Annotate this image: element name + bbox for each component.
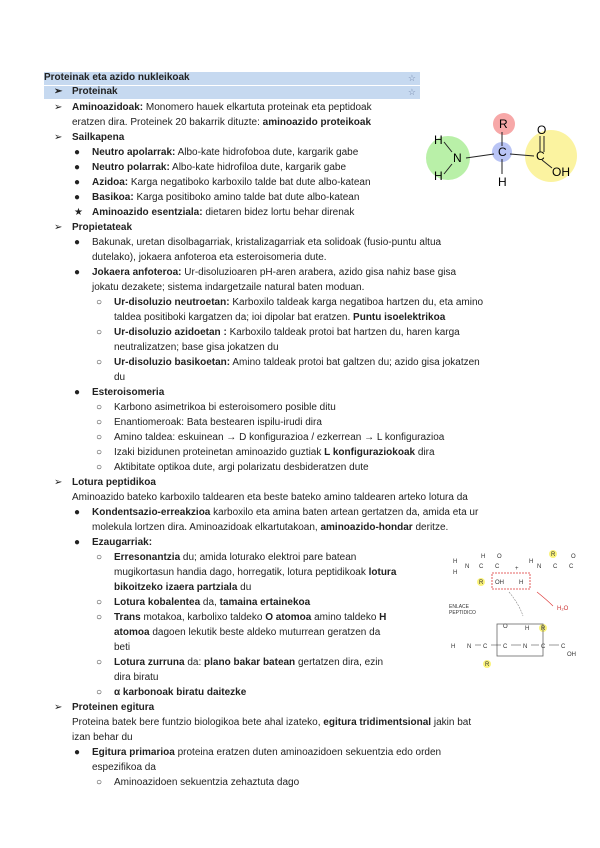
svg-text:C: C — [479, 564, 484, 570]
list-item: ● Neutro apolarrak: Albo-kate hidrofoboa dute, kargarik gabe — [74, 146, 358, 161]
egitura-desc-1: Proteina batek bere funtzio biologikoa bete ahal izateko, egitura tridimentsional jakin bat — [72, 717, 472, 728]
peptide-oh-label: OH — [567, 652, 576, 658]
sub-item: ○ Izaki bizidunen proteinetan aminoazido guztiak L konfiguraziokoak dira — [96, 446, 435, 461]
sub-item-cont: dira biratu — [114, 672, 159, 683]
sub-item-cont: atomoa dagoen lekutik beste aldeko muturrean geratzen da — [114, 627, 381, 638]
sub-item: ○ Aminoazidoen sekuentzia zehaztuta dago — [96, 776, 299, 791]
sub-item-cont: mugikortasun handia dago, horregatik, lotura peptidikoak lotura — [114, 567, 397, 578]
svg-text:C: C — [561, 644, 566, 650]
circle-bullet-icon: ○ — [96, 687, 103, 698]
list-item-cont: jokatu dezakete; sistema indargetzaile natural baten moduan. — [92, 282, 365, 293]
list-item: ● Jokaera anfoteroa: Ur-disoluzioaren pH-aren arabera, azido gisa nahiz base gisa — [74, 266, 456, 281]
bullet-icon: ● — [74, 177, 81, 188]
arrow-icon: ➢ — [54, 477, 63, 488]
list-item: ● Bakunak, uretan disolbagarriak, kristalizagarriak eta solidoak (fusio-puntu altua — [74, 236, 441, 251]
circle-bullet-icon: ○ — [96, 297, 103, 308]
svg-text:R: R — [551, 552, 556, 558]
circle-bullet-icon: ○ — [96, 417, 103, 428]
mol-oh: OH — [552, 165, 570, 179]
circle-bullet-icon: ○ — [96, 327, 103, 338]
svg-text:C: C — [569, 564, 574, 570]
lotura-desc: Aminoazido bateko karboxilo taldearen eta beste bateko amino taldearen arteko lotura da — [72, 492, 468, 503]
list-item: ● Neutro polarrak: Albo-kate hidrofiloa dute, kargarik gabe — [74, 161, 346, 176]
list-item-cont: espezifikoa da — [92, 762, 156, 773]
subsection-title: Proteinak — [72, 86, 118, 97]
arrow-icon: ➢ — [54, 86, 63, 97]
circle-bullet-icon: ○ — [96, 447, 103, 458]
svg-text:OH: OH — [495, 580, 504, 586]
amino-group-circle — [426, 136, 470, 180]
sub-item-cont: taldea positiboki kargatzen da; ioi dipolar bat eratzen. Puntu isoelektrikoa — [114, 312, 446, 323]
enlace-label: ENLACE — [449, 604, 470, 610]
list-item: ● Azidoa: Karga negatiboko karboxilo talde bat dute albo-katean — [74, 176, 371, 191]
peptide-bond-diagram — [445, 548, 585, 678]
svg-text:+: + — [515, 566, 519, 572]
list-item: ● Ezaugarriak: — [74, 536, 152, 551]
propietateak-heading: ➢ Propietateak — [54, 221, 132, 236]
bullet-icon: ● — [74, 507, 81, 518]
arrow-icon: ➢ — [54, 702, 63, 713]
aminoazidoak-line1: ➢ Aminoazidoak: Monomero hauek elkartuta proteinak eta peptidoak — [54, 101, 372, 116]
svg-text:H: H — [481, 554, 486, 560]
sub-item: ○ α karbonoak biratu daitezke — [96, 686, 246, 701]
list-item: ● Esteroisomeria — [74, 386, 164, 401]
bullet-icon: ● — [74, 537, 81, 548]
svg-text:O: O — [503, 624, 508, 630]
peptidico-label: PEPTIDICO — [449, 610, 476, 616]
aminoazidoak-line2: eratzen dira. Proteinek 20 bakarrik dituzte: aminoazido proteikoak — [72, 117, 372, 128]
egitura-desc-2: izan behar du — [72, 732, 133, 743]
sailkapena-heading: ➢ Sailkapena — [54, 131, 124, 146]
svg-text:N: N — [537, 564, 542, 570]
sub-item: ○ Trans motakoa, karbolixo taldeko O atomoa amino taldeko H — [96, 611, 386, 626]
amino-acid-diagram — [422, 112, 592, 202]
mol-h-top: H — [434, 133, 443, 147]
egitura-heading: ➢ Proteinen egitura — [54, 701, 154, 716]
svg-text:H: H — [453, 559, 458, 565]
svg-text:H: H — [453, 570, 458, 576]
svg-text:C: C — [483, 644, 488, 650]
svg-text:N: N — [523, 644, 528, 650]
sub-item-cont: du — [114, 372, 126, 383]
mol-h-bottom: H — [434, 169, 443, 183]
star-bullet-icon: ★ — [74, 207, 83, 218]
mol-c-alpha: C — [498, 145, 507, 159]
sub-item: ○ Lotura zurruna da: plano bakar batean gertatzen dira, ezin — [96, 656, 383, 671]
circle-bullet-icon: ○ — [96, 402, 103, 413]
svg-text:O: O — [497, 554, 502, 560]
circle-bullet-icon: ○ — [96, 612, 103, 623]
peptide-r-label: R — [479, 580, 484, 586]
sub-item: ○ Amino taldea: eskuinean → D konfigurazioa / ezkerrean → L konfigurazioa — [96, 431, 444, 446]
bullet-icon: ● — [74, 747, 81, 758]
mol-c-carboxyl: C — [536, 149, 545, 163]
circle-bullet-icon: ○ — [96, 432, 103, 443]
mol-o: O — [537, 123, 547, 137]
list-item: ● Egitura primarioa proteina eratzen duten aminoazidoen sekuentzia edo orden — [74, 746, 441, 761]
list-item-cont: molekula lortzen dira. Aminoazidoak elkartutakoan, aminoazido-hondar deritze. — [92, 522, 449, 533]
lotura-heading: ➢ Lotura peptidikoa — [54, 476, 156, 491]
sub-item: ○ Lotura kobalentea da, tamaina ertainekoa — [96, 596, 310, 611]
sub-item: ○ Ur-disoluzio basikoetan: Amino taldeak protoi bat galtzen du; azido gisa jokatzen — [96, 356, 480, 371]
arrow-icon: ➢ — [54, 222, 63, 233]
sub-item: ○ Aktibitate optikoa dute, argi polarizatu desbideratzen dute — [96, 461, 369, 476]
h2o-label: H₂O — [557, 606, 569, 612]
circle-bullet-icon: ○ — [96, 777, 103, 788]
bullet-icon: ● — [74, 147, 81, 158]
sub-item-cont: bikoitzeko izaera partziala du — [114, 582, 252, 593]
svg-text:H: H — [519, 580, 524, 586]
bullet-icon: ● — [74, 237, 81, 248]
sub-item: ○ Karbono asimetrikoa bi esteroisomero posible ditu — [96, 401, 336, 416]
sub-item: ○ Enantiomeroak: Bata bestearen ispilu-irudi dira — [96, 416, 322, 431]
star-icon[interactable]: ☆ — [407, 87, 416, 97]
arrow-icon: ➢ — [54, 132, 63, 143]
mol-n: N — [453, 151, 462, 165]
svg-text:H: H — [529, 559, 534, 565]
svg-text:C: C — [553, 564, 558, 570]
svg-text:C: C — [495, 564, 500, 570]
arrow-icon: ➢ — [54, 102, 63, 113]
bullet-icon: ● — [74, 162, 81, 173]
bullet-icon: ● — [74, 387, 81, 398]
list-item: ★ Aminoazido esentziala: dietaren bidez lortu behar direnak — [74, 206, 354, 221]
star-icon[interactable]: ☆ — [407, 73, 416, 83]
svg-text:R: R — [485, 662, 490, 668]
subsection-header — [44, 86, 420, 99]
list-item-cont: dutelako), jokaera anfoteroa eta esteroisomeria dute. — [92, 252, 327, 263]
peptide-h-label: H — [451, 644, 456, 650]
circle-bullet-icon: ○ — [96, 597, 103, 608]
sub-item-cont: beti — [114, 642, 131, 653]
svg-text:H: H — [525, 626, 530, 632]
circle-bullet-icon: ○ — [96, 462, 103, 473]
list-item: ● Kondentsazio-erreakzioa karboxilo eta amina baten artean gertatzen da, amida eta ur — [74, 506, 478, 521]
bullet-icon: ● — [74, 267, 81, 278]
sub-item: ○ Ur-disoluzio azidoetan : Karboxilo taldeak protoi bat hartzen du, haren karga — [96, 326, 460, 341]
list-item: ● Basikoa: Karga positiboko amino talde bat dute albo-katean — [74, 191, 359, 206]
svg-text:N: N — [467, 644, 472, 650]
sub-item: ○ Erresonantzia du; amida loturako elektroi pare batean — [96, 551, 356, 566]
circle-bullet-icon: ○ — [96, 357, 103, 368]
mol-h-alpha: H — [498, 175, 507, 189]
svg-text:R: R — [541, 626, 546, 632]
svg-text:C: C — [541, 644, 546, 650]
mol-r: R — [499, 117, 508, 131]
svg-text:C: C — [503, 644, 508, 650]
circle-bullet-icon: ○ — [96, 552, 103, 563]
svg-text:N: N — [465, 564, 470, 570]
bullet-icon: ● — [74, 192, 81, 203]
circle-bullet-icon: ○ — [96, 657, 103, 668]
page-title: Proteinak eta azido nukleikoak — [44, 72, 190, 83]
section-header — [44, 72, 420, 85]
svg-text:O: O — [571, 554, 576, 560]
sub-item: ○ Ur-disoluzio neutroetan: Karboxilo taldeak karga negatiboa hartzen du, eta amino — [96, 296, 483, 311]
sub-item-cont: neutralizatzen; base gisa jokatzen du — [114, 342, 279, 353]
